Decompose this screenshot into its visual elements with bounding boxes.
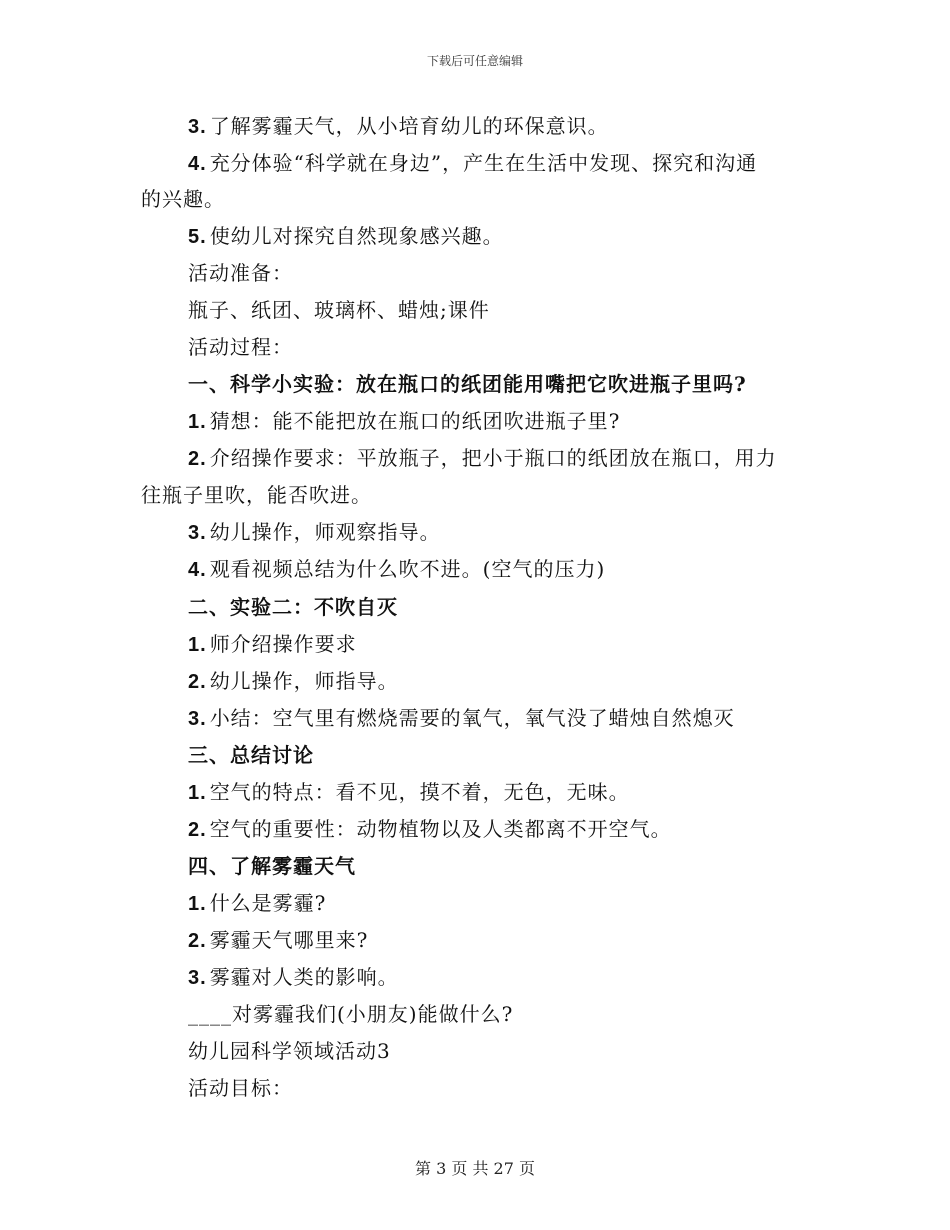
- item-number: 3.: [188, 708, 207, 730]
- item-number: 4.: [188, 559, 207, 581]
- next-activity-title: 幼儿园科学领域活动3: [188, 1039, 391, 1063]
- page-footer: 第 3 页 共 27 页: [415, 1159, 535, 1178]
- item-text: 充分体验“科学就在身边”，产生在生活中发现、探究和沟通: [209, 151, 758, 175]
- section-4-item-1: [188, 889, 326, 918]
- section-4-item-3: [188, 963, 399, 992]
- goal-item-3: [188, 112, 609, 141]
- item-text: 介绍操作要求：平放瓶子，把小于瓶口的纸团放在瓶口，用力: [209, 446, 777, 470]
- item-text: 使幼儿对探究自然现象感兴趣。: [209, 224, 504, 248]
- section-2-item-2: [188, 667, 399, 696]
- item-text: 幼儿操作，师指导。: [209, 669, 399, 693]
- section-1-item-2: [188, 444, 777, 473]
- goal-title: 活动目标：: [188, 1076, 293, 1100]
- process-title: 活动过程：: [188, 335, 293, 359]
- item-number: 3.: [188, 522, 207, 544]
- section-2-heading: 二、实验二：不吹自灭: [188, 595, 398, 619]
- section-2-item-1: [188, 630, 357, 659]
- item-text: 雾霾对人类的影响。: [209, 965, 399, 989]
- section-1-item-1: [188, 407, 620, 436]
- section-4-item-2: [188, 926, 368, 955]
- item-number: 5.: [188, 226, 207, 248]
- section-1-item-4: [188, 555, 605, 584]
- section-2-item-3: [188, 704, 735, 733]
- section-1-item-3: [188, 518, 441, 547]
- item-number: 2.: [188, 930, 207, 952]
- item-text: 空气的重要性：动物植物以及人类都离不开空气。: [209, 817, 672, 841]
- item-number: 4.: [188, 153, 207, 175]
- preparation-items: 瓶子、纸团、玻璃杯、蜡烛;课件: [188, 298, 490, 322]
- item-number: 1.: [188, 634, 207, 656]
- section-1-heading: 一、科学小实验：放在瓶口的纸团能用嘴把它吹进瓶子里吗?: [188, 372, 747, 396]
- item-text: 了解雾霾天气，从小培育幼儿的环保意识。: [209, 114, 609, 138]
- item-text: 猜想：能不能把放在瓶口的纸团吹进瓶子里?: [209, 409, 621, 433]
- item-text: 观看视频总结为什么吹不进。(空气的压力): [209, 557, 606, 581]
- section-3-item-1: [188, 778, 630, 807]
- item-text: 什么是雾霾?: [209, 891, 327, 915]
- item-text: 空气的特点：看不见，摸不着，无色，无味。: [209, 780, 630, 804]
- item-number: 2.: [188, 671, 207, 693]
- item-text: 幼儿操作，师观察指导。: [209, 520, 441, 544]
- goal-item-5: [188, 222, 504, 251]
- goal-item-4: [188, 149, 757, 178]
- section-3-heading: 三、总结讨论: [188, 743, 314, 767]
- item-number: 3.: [188, 967, 207, 989]
- item-text: 雾霾天气哪里来?: [209, 928, 369, 952]
- item-number: 3.: [188, 116, 207, 138]
- section-1-item-2-continued: 往瓶子里吹，能否吹进。: [141, 483, 372, 507]
- section-4-heading: 四、了解雾霾天气: [188, 854, 356, 878]
- item-text: 小结：空气里有燃烧需要的氧气，氧气没了蜡烛自然熄灭: [209, 706, 735, 730]
- item-number: 1.: [188, 411, 207, 433]
- section-4-item-4: ____对雾霾我们(小朋友)能做什么?: [188, 1002, 514, 1026]
- item-number: 2.: [188, 448, 207, 470]
- item-number: 1.: [188, 893, 207, 915]
- page-header: 下载后可任意编辑: [426, 54, 523, 68]
- goal-item-4-continued: 的兴趣。: [141, 187, 225, 211]
- item-text: 师介绍操作要求: [209, 632, 357, 656]
- item-number: 1.: [188, 782, 207, 804]
- preparation-title: 活动准备：: [188, 261, 293, 285]
- item-number: 2.: [188, 819, 207, 841]
- section-3-item-2: [188, 815, 672, 844]
